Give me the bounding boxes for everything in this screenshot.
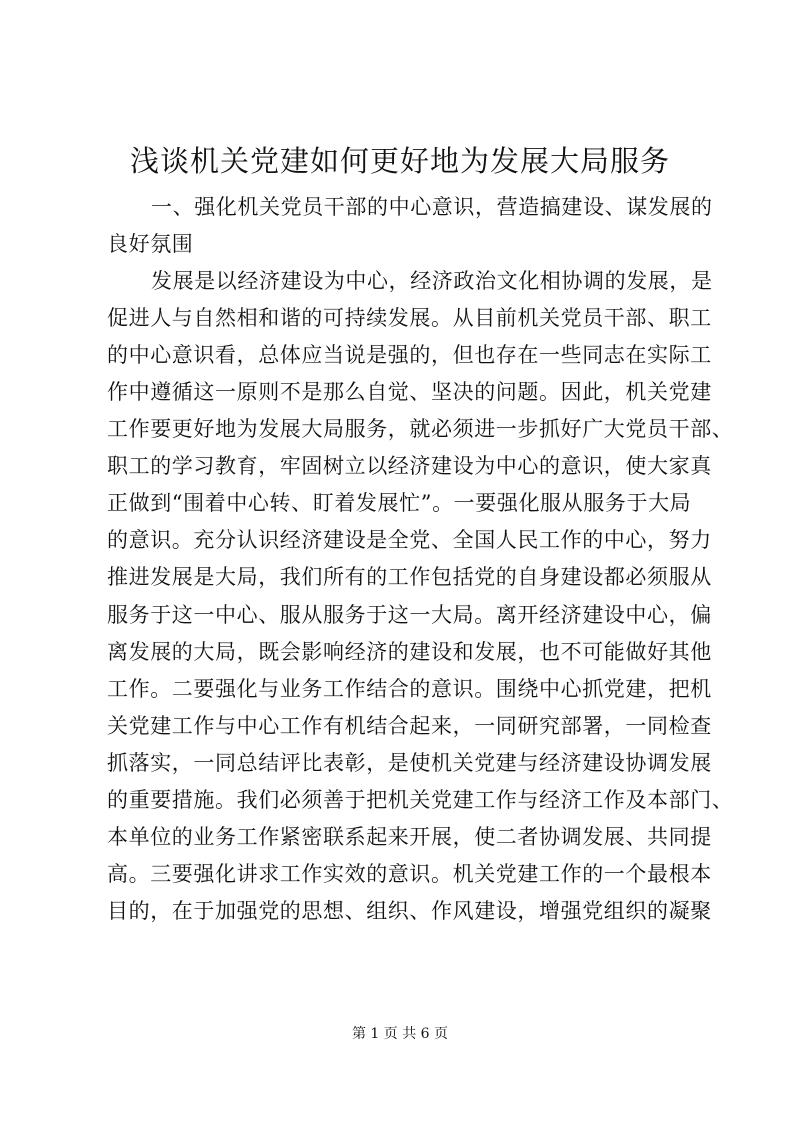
paragraph-line: 本单位的业务工作紧密联系起来开展，使二者协调发展、共同提 <box>107 824 712 849</box>
paragraph-line: 服务于这一中心、服从服务于这一大局。离开经济建设中心，偏 <box>107 602 712 627</box>
paragraph-line: 目的，在于加强党的思想、组织、作风建设，增强党组织的凝聚 <box>107 898 712 923</box>
document-title: 浅谈机关党建如何更好地为发展大局服务 <box>129 144 670 178</box>
paragraph-line: 的意识。充分认识经济建设是全党、全国人民工作的中心，努力 <box>107 528 712 553</box>
paragraph-line: 促进人与自然相和谐的可持续发展。从目前机关党员干部、职工 <box>107 306 712 331</box>
paragraph-line: 发展是以经济建设为中心，经济政治文化相协调的发展，是 <box>151 269 713 294</box>
paragraph-line: 的重要措施。我们必须善于把机关党建工作与经济工作及本部门、 <box>107 787 734 812</box>
paragraph-line: 推进发展是大局，我们所有的工作包括党的自身建设都必须服从 <box>107 565 712 590</box>
paragraph-line: 抓落实，一同总结评比表彰，是使机关党建与经济建设协调发展 <box>107 750 712 775</box>
document-body <box>107 189 734 930</box>
section-heading-line: 一、强化机关党员干部的中心意识，营造搞建设、谋发展的 <box>151 195 713 219</box>
paragraph-line: 的中心意识看，总体应当说是强的，但也存在一些同志在实际工 <box>107 343 712 368</box>
page-number-footer: 第 1 页 共 6 页 <box>351 1026 449 1042</box>
section-heading-line: 良好氛围 <box>107 232 194 257</box>
paragraph-line: 离发展的大局，既会影响经济的建设和发展，也不可能做好其他 <box>107 639 712 664</box>
paragraph-line: 高。三要强化讲求工作实效的意识。机关党建工作的一个最根本 <box>107 861 712 886</box>
paragraph-line: 作中遵循这一原则不是那么自觉、坚决的问题。因此，机关党建 <box>107 380 712 405</box>
paragraph-line: 工作要更好地为发展大局服务，就必须进一步抓好广大党员干部、 <box>107 417 734 442</box>
paragraph-line: 正做到“围着中心转、盯着发展忙”。一要强化服从服务于大局 <box>107 491 692 516</box>
paragraph-line: 工作。二要强化与业务工作结合的意识。围绕中心抓党建，把机 <box>107 676 712 701</box>
paragraph-line: 关党建工作与中心工作有机结合起来，一同研究部署，一同检查 <box>107 713 712 738</box>
paragraph-line: 职工的学习教育，牢固树立以经济建设为中心的意识，使大家真 <box>107 454 712 479</box>
